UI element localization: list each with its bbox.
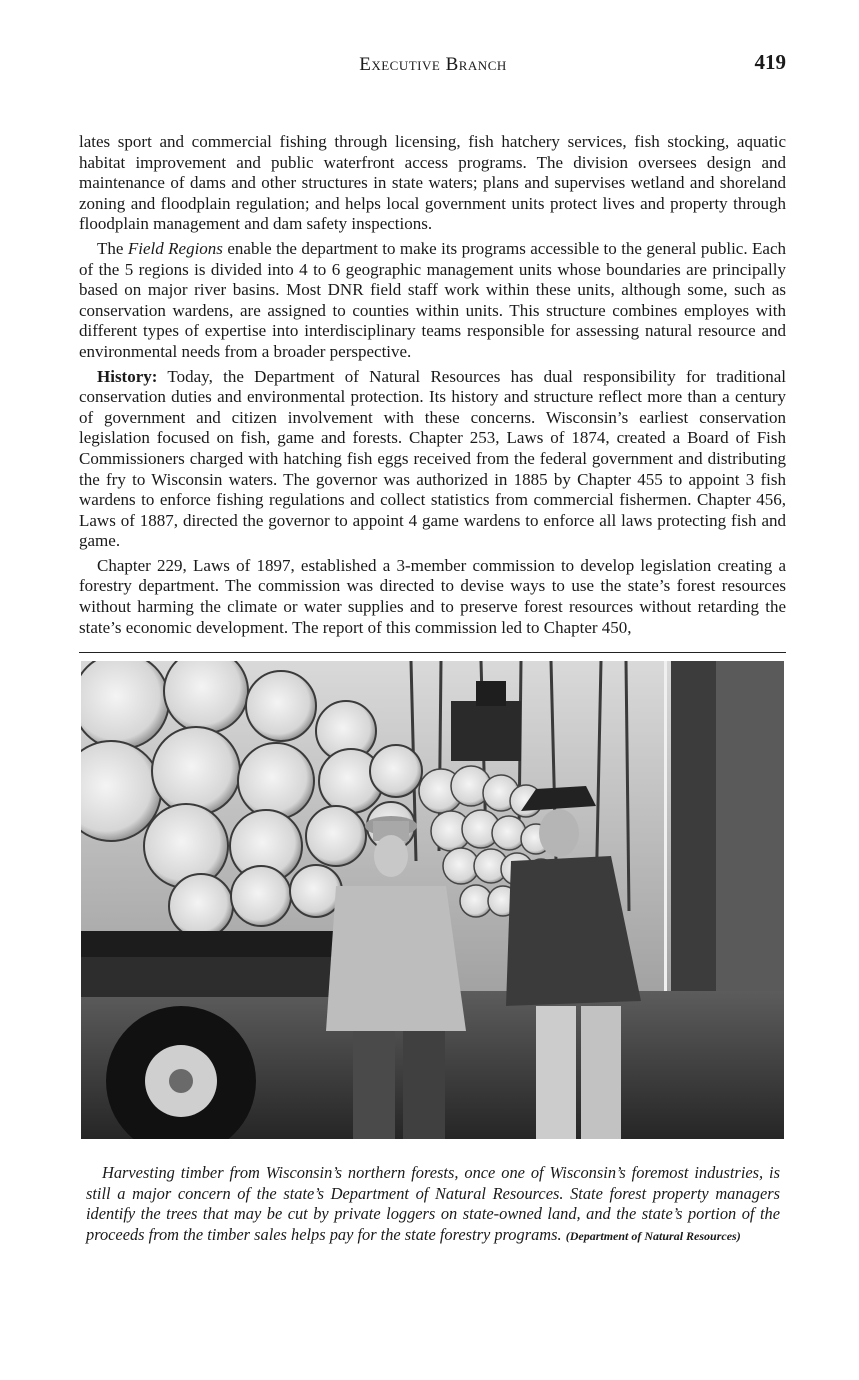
paragraph-field-regions: [79, 239, 786, 363]
running-head: Executive Branch: [359, 54, 507, 75]
history-label: History:: [97, 366, 158, 386]
photo-illustration: [81, 661, 784, 1139]
timber-harvest-photo: [81, 661, 784, 1139]
paragraph-forestry: Chapter 229, Laws of 1897, established a 3-member commission to develop legislation creating a forestry department. The commission was directed to devise ways to use the state’s forest resources without harming the climate or water supplies and to preserve forest resources without retarding the state’s economic development. The report of this commission led to Chapter 450,: [79, 555, 786, 637]
field-regions-term: Field Regions: [127, 238, 223, 258]
page-number: 419: [754, 50, 786, 74]
photo-credit: (Department of Natural Resources): [565, 1228, 741, 1243]
paragraph-text: enable the department to make its programs accessible to the general public. Each of the 5 regions is divided into 4 to 6 geographic management units whose boundaries are principally based on major river basins. Most DNR field staff work within these units, although some, such as conservation wardens, are assigned to counties within units. This structure combines employes with different types of expertise into interdisciplinary teams responsible for assessing natural resource and environmental needs from a broader perspective.: [79, 238, 786, 361]
photo-caption: [86, 1163, 780, 1246]
caption-text: Harvesting timber from Wisconsin’s northern forests, once one of Wisconsin’s foremost industries, is still a major concern of the state’s Department of Natural Resources. State forest property managers identify the trees that may be cut by private loggers on state-owned land, and the state’s portion of the proceeds from the timber sales helps pay for the state forestry programs.: [86, 1163, 780, 1244]
paragraph-text: Today, the Department of Natural Resources has dual responsibility for traditional conservation duties and environmental protection. Its history and structure reflect more than a century of government and citizen involvement with these concerns. Wisconsin’s earliest conservation legislation focused on fish, game and forests. Chapter 253, Laws of 1874, created a Board of Fish Commissioners charged with hatching fish eggs received from the federal government and distributing the fry to Wisconsin waters. The governor was authorized in 1885 by Chapter 455 to appoint 3 fish wardens to enforce fishing regulations and collect statistics from commercial fishermen. Chapter 456, Laws of 1887, directed the governor to appoint 4 game wardens to enforce all laws protecting fish and game.: [79, 366, 786, 551]
body-text: [79, 132, 786, 642]
paragraph-lead: The: [97, 238, 128, 258]
page-header: [80, 50, 786, 80]
paragraph-history: [79, 367, 786, 552]
paragraph-fish-management: lates sport and commercial fishing through licensing, fish hatchery services, fish stocking, aquatic habitat improvement and public waterfront access programs. The division oversees design and maintenance of dams and other structures in state waters; plans and supervises wetland and shoreland zoning and floodplain regulation; and helps local government units protect lives and property through floodplain management and dam safety inspections.: [79, 132, 786, 234]
section-divider: [79, 652, 786, 653]
